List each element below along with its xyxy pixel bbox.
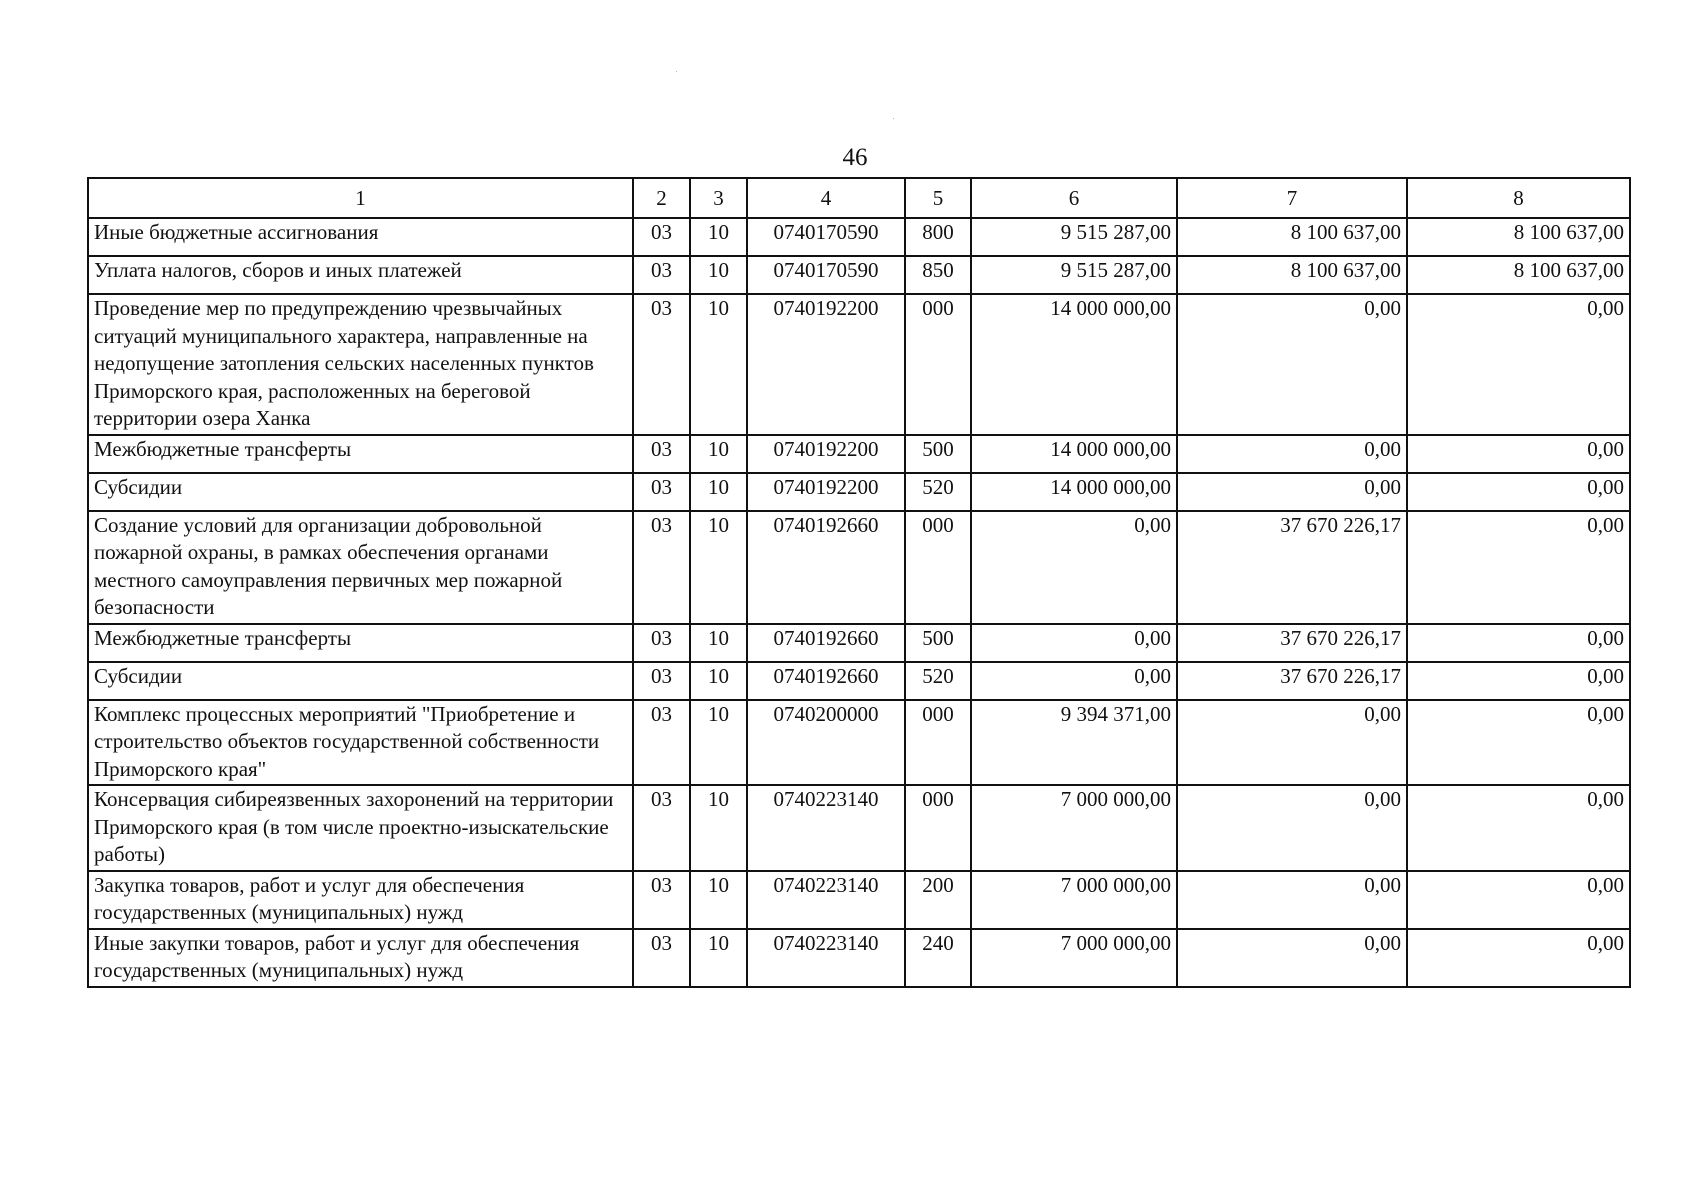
row-name: Субсидии	[88, 662, 633, 700]
section-code: 03	[633, 662, 690, 700]
section-code: 03	[633, 511, 690, 624]
target-article-code: 0740192660	[747, 511, 905, 624]
subsection-code: 10	[690, 624, 747, 662]
amount-col6: 9 515 287,00	[971, 256, 1177, 294]
amount-col7: 0,00	[1177, 435, 1407, 473]
table-row	[88, 256, 1630, 294]
row-name: Иные закупки товаров, работ и услуг для обеспечения государственных (муниципальных) нужд	[88, 929, 633, 987]
amount-col8: 0,00	[1407, 929, 1630, 987]
table-row	[88, 871, 1630, 929]
subsection-code: 10	[690, 256, 747, 294]
subsection-code: 10	[690, 700, 747, 786]
target-article-code: 0740170590	[747, 256, 905, 294]
amount-col7: 37 670 226,17	[1177, 511, 1407, 624]
row-name: Комплекс процессных мероприятий "Приобретение и строительство объектов государственной собственности Приморского края"	[88, 700, 633, 786]
amount-col6: 0,00	[971, 624, 1177, 662]
scan-speck	[893, 118, 894, 119]
amount-col8: 0,00	[1407, 785, 1630, 871]
amount-col7: 8 100 637,00	[1177, 218, 1407, 256]
target-article-code: 0740223140	[747, 785, 905, 871]
header-cell: 2	[633, 178, 690, 218]
subsection-code: 10	[690, 473, 747, 511]
amount-col7: 0,00	[1177, 294, 1407, 435]
subsection-code: 10	[690, 929, 747, 987]
header-cell: 8	[1407, 178, 1630, 218]
subsection-code: 10	[690, 662, 747, 700]
table-row	[88, 929, 1630, 987]
amount-col6: 7 000 000,00	[971, 871, 1177, 929]
page-number: 46	[842, 144, 868, 171]
section-code: 03	[633, 700, 690, 786]
target-article-code: 0740192200	[747, 435, 905, 473]
amount-col8: 8 100 637,00	[1407, 256, 1630, 294]
subsection-code: 10	[690, 785, 747, 871]
row-name: Уплата налогов, сборов и иных платежей	[88, 256, 633, 294]
subsection-code: 10	[690, 435, 747, 473]
amount-col6: 9 394 371,00	[971, 700, 1177, 786]
amount-col6: 9 515 287,00	[971, 218, 1177, 256]
header-cell: 5	[905, 178, 971, 218]
amount-col7: 37 670 226,17	[1177, 662, 1407, 700]
amount-col6: 0,00	[971, 662, 1177, 700]
scan-speck	[676, 71, 677, 72]
section-code: 03	[633, 218, 690, 256]
expense-type-code: 800	[905, 218, 971, 256]
row-name: Иные бюджетные ассигнования	[88, 218, 633, 256]
table-row	[88, 218, 1630, 256]
header-cell: 1	[88, 178, 633, 218]
table-row	[88, 785, 1630, 871]
amount-col6: 7 000 000,00	[971, 929, 1177, 987]
target-article-code: 0740192200	[747, 294, 905, 435]
row-name: Консервация сибиреязвенных захоронений на территории Приморского края (в том числе проектно-изыскательские работы)	[88, 785, 633, 871]
amount-col8: 8 100 637,00	[1407, 218, 1630, 256]
amount-col6: 14 000 000,00	[971, 435, 1177, 473]
target-article-code: 0740170590	[747, 218, 905, 256]
amount-col7: 8 100 637,00	[1177, 256, 1407, 294]
target-article-code: 0740192660	[747, 624, 905, 662]
amount-col7: 0,00	[1177, 929, 1407, 987]
row-name: Межбюджетные трансферты	[88, 435, 633, 473]
expense-type-code: 500	[905, 435, 971, 473]
table-row	[88, 294, 1630, 435]
section-code: 03	[633, 871, 690, 929]
budget-table	[87, 177, 1631, 988]
expense-type-code: 520	[905, 662, 971, 700]
amount-col6: 14 000 000,00	[971, 294, 1177, 435]
table-row	[88, 435, 1630, 473]
section-code: 03	[633, 624, 690, 662]
expense-type-code: 850	[905, 256, 971, 294]
section-code: 03	[633, 294, 690, 435]
amount-col7: 0,00	[1177, 785, 1407, 871]
target-article-code: 0740192200	[747, 473, 905, 511]
amount-col8: 0,00	[1407, 871, 1630, 929]
table-row	[88, 624, 1630, 662]
expense-type-code: 200	[905, 871, 971, 929]
header-cell: 3	[690, 178, 747, 218]
amount-col7: 0,00	[1177, 700, 1407, 786]
expense-type-code: 000	[905, 700, 971, 786]
target-article-code: 0740200000	[747, 700, 905, 786]
amount-col7: 0,00	[1177, 473, 1407, 511]
expense-type-code: 240	[905, 929, 971, 987]
amount-col6: 0,00	[971, 511, 1177, 624]
amount-col7: 0,00	[1177, 871, 1407, 929]
expense-type-code: 520	[905, 473, 971, 511]
amount-col8: 0,00	[1407, 294, 1630, 435]
amount-col6: 14 000 000,00	[971, 473, 1177, 511]
subsection-code: 10	[690, 218, 747, 256]
target-article-code: 0740192660	[747, 662, 905, 700]
header-cell: 6	[971, 178, 1177, 218]
section-code: 03	[633, 435, 690, 473]
expense-type-code: 500	[905, 624, 971, 662]
row-name: Субсидии	[88, 473, 633, 511]
header-row	[88, 178, 1630, 218]
header-cell: 7	[1177, 178, 1407, 218]
expense-type-code: 000	[905, 785, 971, 871]
header-cell: 4	[747, 178, 905, 218]
amount-col8: 0,00	[1407, 662, 1630, 700]
table-row	[88, 511, 1630, 624]
subsection-code: 10	[690, 871, 747, 929]
subsection-code: 10	[690, 511, 747, 624]
amount-col6: 7 000 000,00	[971, 785, 1177, 871]
amount-col8: 0,00	[1407, 624, 1630, 662]
target-article-code: 0740223140	[747, 871, 905, 929]
target-article-code: 0740223140	[747, 929, 905, 987]
table-row	[88, 473, 1630, 511]
amount-col8: 0,00	[1407, 700, 1630, 786]
row-name: Создание условий для организации добровольной пожарной охраны, в рамках обеспечения органами местного самоуправления первичных мер пожарной безопасности	[88, 511, 633, 624]
amount-col8: 0,00	[1407, 473, 1630, 511]
expense-type-code: 000	[905, 294, 971, 435]
table-row	[88, 700, 1630, 786]
row-name: Проведение мер по предупреждению чрезвычайных ситуаций муниципального характера, направленные на недопущение затопления сельских населенных пунктов Приморского края, расположенных на береговой территории озера Ханка	[88, 294, 633, 435]
row-name: Межбюджетные трансферты	[88, 624, 633, 662]
table-row	[88, 662, 1630, 700]
expense-type-code: 000	[905, 511, 971, 624]
section-code: 03	[633, 473, 690, 511]
section-code: 03	[633, 785, 690, 871]
amount-col7: 37 670 226,17	[1177, 624, 1407, 662]
section-code: 03	[633, 256, 690, 294]
row-name: Закупка товаров, работ и услуг для обеспечения государственных (муниципальных) нужд	[88, 871, 633, 929]
amount-col8: 0,00	[1407, 511, 1630, 624]
amount-col8: 0,00	[1407, 435, 1630, 473]
subsection-code: 10	[690, 294, 747, 435]
section-code: 03	[633, 929, 690, 987]
